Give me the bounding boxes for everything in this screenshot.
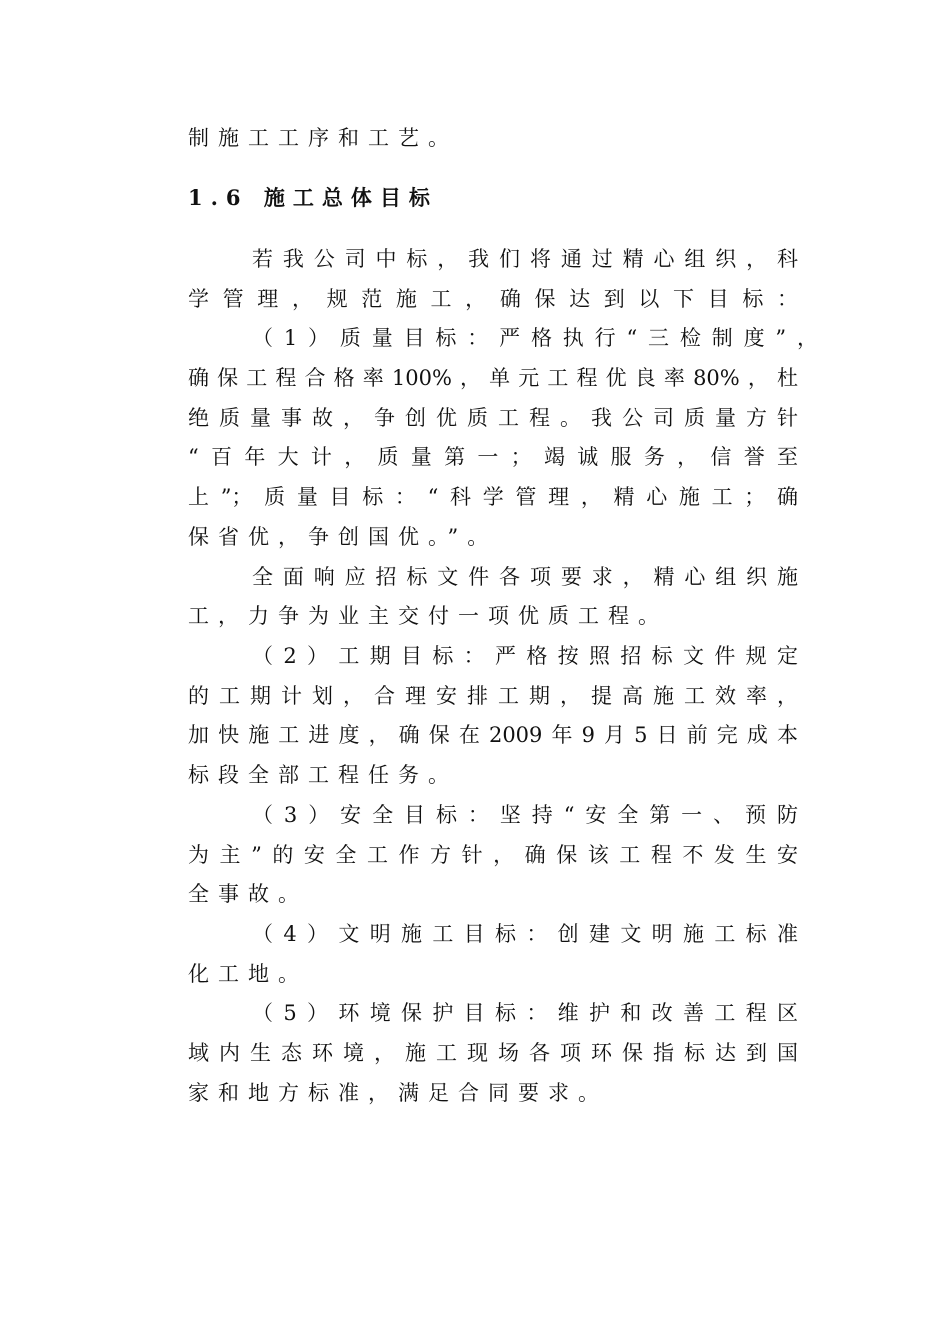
body-line: （2）工期目标：严格按照招标文件规定 — [252, 644, 798, 668]
body-line: 工，力争为业主交付一项优质工程。 — [188, 604, 668, 628]
body-line: 确保工程合格率100%，单元工程优良率80%，杜 — [188, 366, 798, 390]
body-line: 学管理，规范施工，确保达到以下目标： — [188, 287, 798, 311]
section-heading: 1.6 施工总体目标 — [188, 185, 438, 210]
body-line: （4）文明施工目标：创建文明施工标准 — [252, 922, 798, 946]
body-line: 的工期计划，合理安排工期，提高施工效率， — [188, 684, 798, 708]
body-line: 标段全部工程任务。 — [188, 763, 458, 787]
body-line: 化工地。 — [188, 962, 308, 986]
body-line: 全事故。 — [188, 882, 308, 906]
body-line: （1）质量目标：严格执行“三检制度”， — [252, 326, 818, 350]
body-line: 域内生态环境，施工现场各项环保指标达到国 — [188, 1041, 798, 1065]
body-line: 若我公司中标，我们将通过精心组织，科 — [252, 247, 798, 271]
body-line: 家和地方标准，满足合同要求。 — [188, 1081, 608, 1105]
body-line: （3）安全目标：坚持“安全第一、预防 — [252, 803, 798, 827]
body-line: （5）环境保护目标：维护和改善工程区 — [252, 1001, 798, 1025]
body-line: 加快施工进度，确保在2009年9月5日前完成本 — [188, 723, 798, 747]
body-line: “百年大计，质量第一；竭诚服务，信誉至 — [188, 445, 798, 469]
body-line: 绝质量事故，争创优质工程。我公司质量方针 — [188, 406, 798, 430]
body-line: 全面响应招标文件各项要求，精心组织施 — [252, 565, 798, 589]
body-line: 保省优，争创国优。”。 — [188, 525, 498, 549]
body-line: 为主”的安全工作方针，确保该工程不发生安 — [188, 843, 798, 867]
body-line: 上”；质量目标：“科学管理，精心施工；确 — [188, 485, 798, 509]
paragraph-continuation: 制施工工序和工艺。 — [188, 126, 458, 150]
